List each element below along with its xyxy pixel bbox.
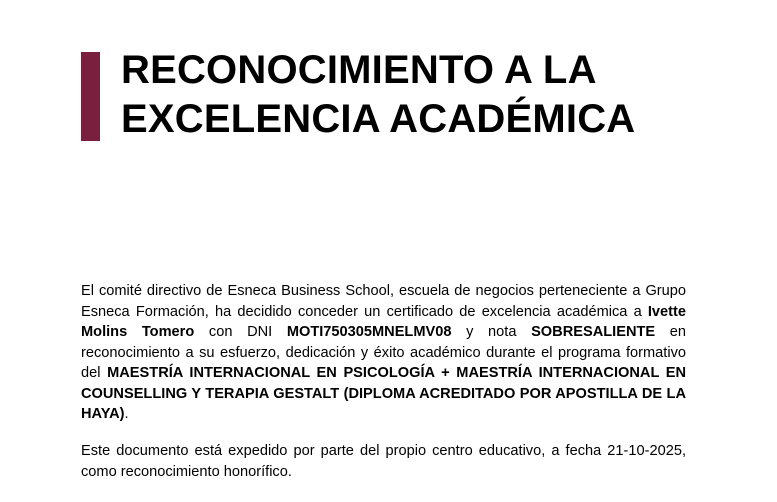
- issuance-paragraph: [81, 441, 686, 482]
- body-text-period: .: [124, 406, 129, 422]
- title-line-1: RECONOCIMIENTO A LA: [121, 48, 597, 92]
- recipient-name: Ivette Molins Tomero: [81, 303, 686, 340]
- program-name: MAESTRÍA INTERNACIONAL EN PSICOLOGÍA + MAESTRÍA INTERNACIONAL EN COUNSELLING Y TERAPIA GESTALT (DIPLOMA ACREDITADO POR APOSTILLA DE LA HAYA): [81, 365, 686, 422]
- certificate-body-paragraph: [81, 281, 686, 425]
- title-line-2: EXCELENCIA ACADÉMICA: [121, 97, 636, 141]
- body-text-grade-label: y nota: [451, 324, 532, 340]
- recipient-dni: MOTI750305MNELMV08: [286, 324, 452, 340]
- issuance-text-intro: Este documento está expedido por parte del propio centro educativo, a fecha: [81, 443, 608, 459]
- body-text-program-intro: en reconocimiento a su esfuerzo, dedicación y éxito académico durante el programa formativo del: [81, 324, 687, 381]
- issuance-text-end: , como reconocimiento honorífico.: [81, 443, 686, 480]
- issue-date: 21-10-2025: [607, 443, 682, 459]
- body-text-dni-label: con DNI: [194, 324, 287, 340]
- grade-value: SOBRESALIENTE: [531, 324, 656, 340]
- title-accent-bar: [81, 52, 100, 141]
- body-text-intro: El comité directivo de Esneca Business School, escuela de negocios perteneciente a Grupo Esneca Formación, ha decidido conceder un certificado de excelencia académica a: [81, 283, 686, 320]
- certificate-title: [121, 46, 635, 144]
